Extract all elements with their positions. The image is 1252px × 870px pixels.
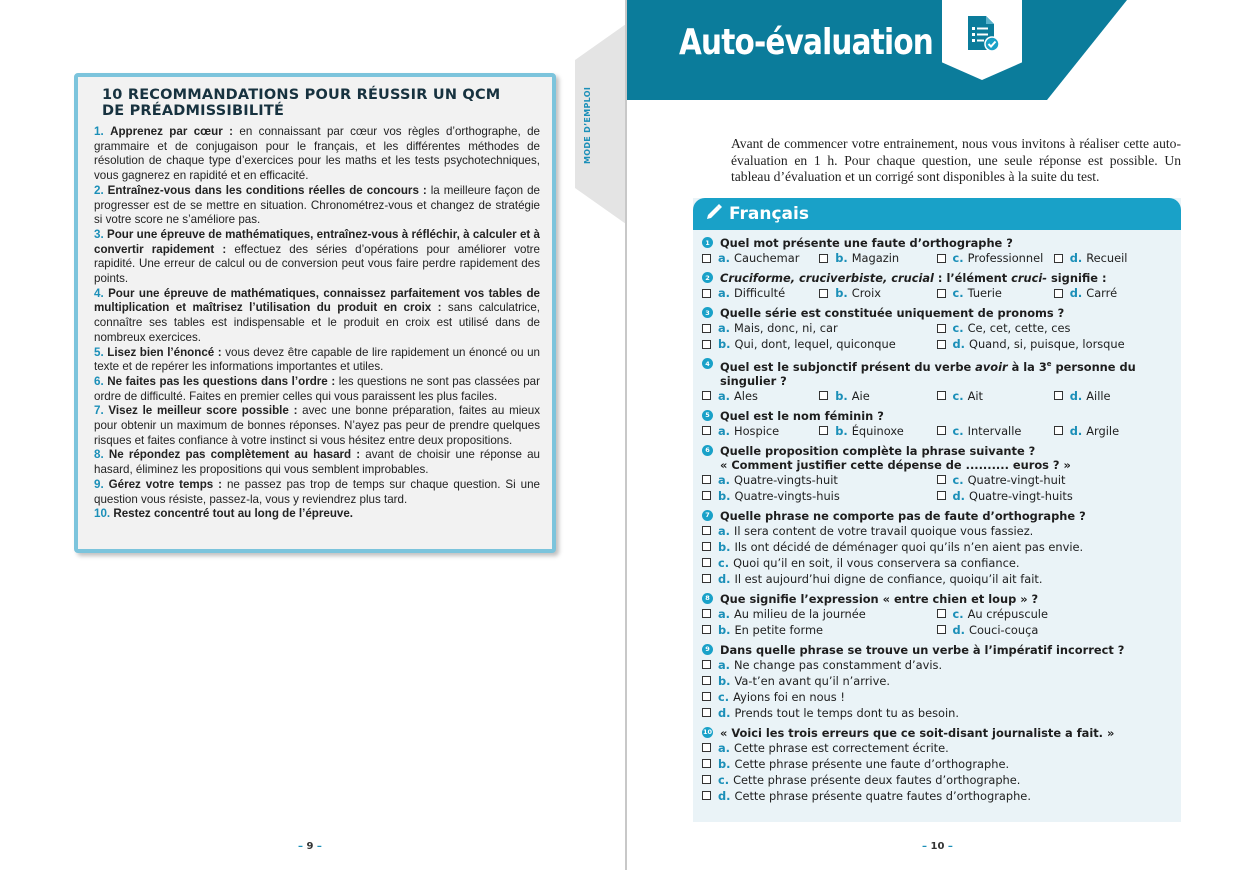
recommendation-number: 9.	[94, 477, 104, 491]
option-letter: b.	[718, 539, 731, 554]
question-text: Dans quelle phrase se trouve un verbe à l’impératif incorrect ?	[720, 642, 1125, 657]
option-text: Difficulté	[734, 286, 786, 300]
option-10d[interactable]	[702, 788, 1171, 804]
option-letter: a.	[718, 472, 731, 487]
option-text: Au crépuscule	[967, 606, 1048, 621]
question-5	[702, 409, 1171, 439]
option-4c[interactable]	[937, 388, 1054, 404]
checkbox[interactable]	[1054, 391, 1063, 400]
option-6a[interactable]	[702, 472, 937, 488]
option-2b[interactable]	[819, 285, 936, 301]
option-letter: c.	[718, 689, 730, 704]
option-8c[interactable]	[937, 606, 1172, 622]
option-text: Argile	[1086, 423, 1120, 438]
option-letter: b.	[835, 251, 848, 265]
option-letter: d.	[952, 488, 965, 503]
recommendations-list	[94, 125, 540, 522]
checkbox[interactable]	[702, 775, 711, 784]
intro-paragraph: Avant de commencer votre entrainement, nous vous invitons à réaliser cette auto-évaluation en 1 h. Pour chaque question, une seule réponse est possible. Un tableau d’évaluation et un corrigé sont disponibles à la suite du test.	[731, 136, 1181, 184]
question-number: 1	[702, 237, 713, 248]
options-row	[702, 673, 1171, 689]
option-text: Qui, dont, lequel, quiconque	[734, 337, 896, 351]
option-letter: c.	[952, 606, 964, 621]
question-text-b: à la 3	[1007, 359, 1047, 374]
option-letter: d.	[718, 571, 731, 586]
option-text: Ales	[734, 388, 758, 403]
option-8d[interactable]	[937, 622, 1172, 638]
option-7a[interactable]	[702, 523, 1171, 539]
checkbox[interactable]	[702, 254, 711, 263]
option-letter: c.	[952, 286, 964, 300]
question-text-c: personne du singulier ?	[720, 359, 1136, 388]
question-text-italic: Cruciforme, cruciverbiste, crucial	[720, 271, 934, 285]
question-number: 3	[702, 307, 713, 318]
option-7d[interactable]	[702, 571, 1171, 587]
recommendation-text: sans calculatrice, connaître ses tables est indispensable et le produit en croix est utilisé dans de nombreux exercices.	[94, 301, 540, 344]
question-text-italic: avoir	[975, 359, 1008, 374]
checkbox[interactable]	[702, 660, 711, 669]
recommendation-heading: Lisez bien l’énoncé :	[107, 345, 222, 359]
recommendation-number: 3.	[94, 227, 104, 241]
option-letter: b.	[835, 286, 848, 300]
option-9a[interactable]	[702, 657, 1171, 673]
option-text: Cette phrase présente deux fautes d’orthographe.	[733, 772, 1021, 787]
checkbox[interactable]	[702, 324, 711, 333]
recommendation-number: 7.	[94, 404, 104, 418]
checklist-document-icon-svg	[962, 14, 1002, 54]
option-letter: a.	[718, 286, 731, 300]
question-number: 2	[702, 272, 713, 283]
checkbox[interactable]	[702, 526, 711, 535]
recommendation-item	[94, 404, 540, 448]
option-2c[interactable]	[937, 285, 1054, 301]
checkbox[interactable]	[702, 791, 711, 800]
option-letter: c.	[952, 388, 964, 403]
option-9c[interactable]	[702, 689, 1171, 705]
option-text: Quatre-vingt-huits	[968, 488, 1073, 503]
options-row	[702, 740, 1171, 756]
recommendation-heading: Restez concentré tout au long de l’épreuve.	[113, 507, 354, 521]
checkbox[interactable]	[702, 708, 711, 717]
option-1d[interactable]	[1054, 250, 1171, 266]
checkbox[interactable]	[702, 475, 711, 484]
question-7	[702, 509, 1171, 587]
recommendation-text: avant de choisir une réponse au hasard, éliminez les propositions qui vous semblent improbables.	[94, 448, 540, 477]
option-7b[interactable]	[702, 539, 1171, 555]
checkbox[interactable]	[702, 542, 711, 551]
option-text: Quand, si, puisque, lorsque	[968, 337, 1125, 351]
recommendation-heading: Gérez votre temps :	[108, 477, 223, 491]
question-text	[720, 357, 1171, 388]
option-4b[interactable]	[819, 388, 936, 404]
question-text: Que signifie l’expression « entre chien et loup » ?	[720, 591, 1039, 606]
question-8	[702, 592, 1171, 638]
option-text: Ils ont décidé de déménager quoi qu’ils n’en aient pas envie.	[734, 539, 1084, 554]
option-text: Va-t’en avant qu’il n’arrive.	[734, 673, 890, 688]
options-row	[702, 488, 1171, 504]
option-text: Aie	[851, 388, 870, 403]
option-1a[interactable]	[702, 250, 819, 266]
question-text	[720, 271, 1107, 285]
option-4a[interactable]	[702, 388, 819, 404]
option-1b[interactable]	[819, 250, 936, 266]
question-text: Quelle série est constituée uniquement de pronoms ?	[720, 306, 1065, 320]
option-letter: d.	[1069, 251, 1083, 265]
option-letter: b.	[718, 337, 731, 351]
options-row	[702, 571, 1171, 587]
option-2a[interactable]	[702, 285, 819, 301]
checkbox[interactable]	[819, 254, 828, 263]
option-text: Couci-couça	[968, 622, 1039, 637]
recommendations-title	[102, 87, 540, 119]
question-title	[702, 236, 1171, 250]
option-text: Prends tout le temps dont tu as besoin.	[734, 705, 959, 720]
checkbox[interactable]	[1054, 426, 1063, 435]
checkbox[interactable]	[937, 609, 946, 618]
option-letter: d.	[952, 337, 965, 351]
option-5a[interactable]	[702, 423, 819, 439]
option-letter: d.	[1069, 388, 1083, 403]
checkbox[interactable]	[702, 574, 711, 583]
option-text: Équinoxe	[851, 423, 904, 438]
option-text: Professionnel	[967, 251, 1044, 265]
question-4	[702, 357, 1171, 404]
option-text: Ne change pas constamment d’avis.	[734, 657, 943, 672]
question-text: Quel est le nom féminin ?	[720, 408, 884, 423]
option-text: En petite forme	[734, 622, 824, 637]
recommendation-item	[94, 125, 540, 184]
checkbox[interactable]	[702, 426, 711, 435]
option-letter: c.	[952, 472, 964, 487]
checkbox[interactable]	[937, 391, 946, 400]
option-text: Ce, cet, cette, ces	[967, 321, 1071, 335]
option-letter: c.	[718, 555, 730, 570]
options-row	[702, 772, 1171, 788]
option-letter: c.	[952, 321, 964, 335]
option-10a[interactable]	[702, 740, 1171, 756]
option-4d[interactable]	[1054, 388, 1171, 404]
checkbox[interactable]	[937, 324, 946, 333]
option-6c[interactable]	[937, 472, 1172, 488]
option-text: Il sera content de votre travail quoique vous fassiez.	[734, 523, 1034, 538]
options-row	[702, 705, 1171, 721]
option-text: Recueil	[1086, 251, 1128, 265]
checkbox[interactable]	[702, 289, 711, 298]
recommendations-box	[74, 73, 556, 553]
recommendation-item	[94, 375, 540, 404]
checkbox[interactable]	[702, 558, 711, 567]
option-letter: b.	[718, 488, 731, 503]
option-letter: a.	[718, 251, 731, 265]
option-letter: b.	[718, 622, 731, 637]
recommendation-heading: Ne répondez pas complètement au hasard :	[108, 448, 361, 462]
checkbox[interactable]	[819, 289, 828, 298]
page-number-value: 10	[930, 841, 945, 852]
checkbox[interactable]	[819, 391, 828, 400]
options-row	[702, 689, 1171, 705]
option-letter: a.	[718, 523, 731, 538]
option-text: Cauchemar	[734, 251, 800, 265]
option-9b[interactable]	[702, 673, 1171, 689]
side-tab-label: MODE D’EMPLOI	[583, 86, 592, 164]
page-gutter	[625, 0, 627, 870]
question-text: Quel mot présente une faute d’orthographe ?	[720, 236, 1013, 250]
question-title	[702, 444, 1171, 472]
page-title: Auto-évaluation	[679, 22, 933, 63]
option-text: Tuerie	[967, 286, 1002, 300]
options-row	[702, 657, 1171, 673]
question-3	[702, 306, 1171, 352]
recommendation-number: 4.	[94, 286, 104, 300]
question-9	[702, 643, 1171, 721]
checkbox[interactable]	[937, 289, 946, 298]
recommendation-item	[94, 478, 540, 507]
options-row	[702, 622, 1171, 638]
question-number: 8	[702, 593, 713, 604]
question-title	[702, 357, 1171, 388]
option-letter: a.	[718, 321, 731, 335]
options-row	[702, 285, 1171, 301]
option-text: Quatre-vingt-huit	[967, 472, 1066, 487]
recommendation-heading: Entraînez-vous dans les conditions réelles de concours :	[107, 183, 427, 197]
question-number: 10	[702, 728, 713, 737]
option-text: Hospice	[734, 423, 780, 438]
recommendation-text: la meilleure façon de progresser est de se mettre en situation. Chronométrez-vous et changez de stratégie si votre score ne s’améliore pas.	[94, 183, 540, 227]
question-title	[702, 643, 1171, 657]
option-3d[interactable]	[937, 336, 1172, 352]
option-text: Quatre-vingts-huis	[734, 488, 840, 503]
recommendation-number: 10.	[94, 507, 111, 521]
option-text: Cette phrase présente une faute d’orthographe.	[734, 756, 1010, 771]
recommendation-text: vous devez être capable de lire rapidement un énoncé ou un texte et de repérer les informations importantes et utiles.	[94, 345, 540, 374]
checkbox[interactable]	[937, 340, 946, 349]
option-letter: a.	[718, 657, 731, 672]
recommendation-heading: Ne faites pas les questions dans l’ordre :	[107, 374, 336, 388]
option-letter: b.	[835, 423, 848, 438]
question-number: 9	[702, 644, 713, 655]
option-text: Cette phrase présente quatre fautes d’orthographe.	[734, 788, 1031, 803]
option-9d[interactable]	[702, 705, 1171, 721]
question-text-end: signifie :	[1047, 271, 1107, 285]
recommendation-number: 6.	[94, 374, 104, 388]
options-row	[702, 320, 1171, 336]
checkbox[interactable]	[1054, 289, 1063, 298]
recommendation-number: 8.	[94, 448, 104, 462]
option-2d[interactable]	[1054, 285, 1171, 301]
page-number-left: – 9 –	[298, 841, 322, 852]
option-8a[interactable]	[702, 606, 937, 622]
francais-section	[693, 198, 1181, 822]
option-text: Quoi qu’il en soit, il vous conservera sa confiance.	[733, 555, 1020, 570]
section-title: Français	[729, 204, 809, 224]
recommendation-heading: Pour une épreuve de mathématiques, connaissez parfaitement vos tables de multiplication et maîtrisez l’utilisation du produit en croix :	[94, 286, 540, 315]
question-1	[702, 236, 1171, 266]
question-text: « Voici les trois erreurs que ce soit-disant journaliste a fait. »	[720, 725, 1115, 740]
options-row	[702, 388, 1171, 404]
question-text-a: Quel est le subjonctif présent du verbe	[720, 359, 976, 374]
option-3b[interactable]	[702, 336, 937, 352]
option-letter: a.	[718, 423, 731, 438]
options-row	[702, 788, 1171, 804]
question-title	[702, 592, 1171, 606]
question-number: 7	[702, 510, 713, 521]
option-letter: d.	[1069, 286, 1083, 300]
question-title	[702, 726, 1171, 740]
option-7c[interactable]	[702, 555, 1171, 571]
checkbox[interactable]	[702, 491, 711, 500]
checkbox[interactable]	[702, 692, 711, 701]
option-letter: d.	[952, 622, 965, 637]
option-letter: b.	[718, 673, 731, 688]
recommendation-text: les questions ne sont pas classées par ordre de difficulté. Faites en premier celles qui vous paraissent les plus faciles.	[94, 374, 540, 403]
question-title	[702, 271, 1171, 285]
option-text: Ait	[967, 388, 984, 403]
recommendations-title-line1: 10 RECOMMANDATIONS POUR RÉUSSIR UN QCM	[102, 87, 501, 103]
option-text: Intervalle	[967, 423, 1022, 438]
options-row	[702, 756, 1171, 772]
question-number: 5	[702, 410, 713, 421]
checkbox[interactable]	[937, 475, 946, 484]
option-letter: b.	[835, 388, 848, 403]
question-10	[702, 726, 1171, 804]
option-5c[interactable]	[937, 423, 1054, 439]
question-title	[702, 509, 1171, 523]
checkbox[interactable]	[702, 676, 711, 685]
question-number: 4	[702, 358, 713, 369]
option-letter: c.	[952, 251, 964, 265]
option-6b[interactable]	[702, 488, 937, 504]
recommendation-heading: Pour une épreuve de mathématiques, entraînez-vous à réfléchir, à calculer et à convertir rapidement :	[94, 227, 540, 256]
option-10c[interactable]	[702, 772, 1171, 788]
option-text: Il est aujourd’hui digne de confiance, quoiqu’il ait fait.	[734, 571, 1043, 586]
question-title	[702, 306, 1171, 320]
option-letter: a.	[718, 740, 731, 755]
options-row	[702, 472, 1171, 488]
page-number-value: 9	[306, 841, 314, 852]
pencil-icon	[705, 203, 723, 225]
checkbox[interactable]	[937, 254, 946, 263]
option-text: Croix	[851, 286, 881, 300]
option-letter: b.	[718, 756, 731, 771]
checkbox[interactable]	[702, 743, 711, 752]
recommendation-item	[94, 507, 540, 522]
question-number: 6	[702, 445, 713, 456]
option-text: Cette phrase est correctement écrite.	[734, 740, 949, 755]
option-5d[interactable]	[1054, 423, 1171, 439]
question-text-line2: « Comment justifier cette dépense de .......... euros ? »	[720, 457, 1071, 472]
option-letter: a.	[718, 388, 731, 403]
checkbox[interactable]	[702, 340, 711, 349]
options-row	[702, 523, 1171, 539]
recommendation-heading: Visez le meilleur score possible :	[108, 404, 298, 418]
options-row	[702, 423, 1171, 439]
recommendation-item	[94, 287, 540, 346]
question-text	[720, 444, 1071, 472]
question-title	[702, 409, 1171, 423]
options-row	[702, 539, 1171, 555]
option-6d[interactable]	[937, 488, 1172, 504]
section-header	[693, 198, 1181, 230]
checkbox[interactable]	[702, 609, 711, 618]
option-text: Mais, donc, ni, car	[734, 321, 838, 335]
option-letter: d.	[718, 788, 731, 803]
question-text-line1: Quelle proposition complète la phrase suivante ?	[720, 443, 1036, 458]
option-letter: d.	[1069, 423, 1083, 438]
option-10b[interactable]	[702, 756, 1171, 772]
recommendation-text: effectuez des séries d’opérations pour améliorer votre rapidité. Une erreur de calcul ou de conversion peut vous faire perdre rapidement des points.	[94, 242, 540, 286]
checkbox[interactable]	[937, 625, 946, 634]
option-5b[interactable]	[819, 423, 936, 439]
question-text-sup: e	[1046, 360, 1052, 368]
option-letter: c.	[718, 772, 730, 787]
checkbox[interactable]	[937, 491, 946, 500]
recommendation-item	[94, 448, 540, 477]
recommendation-text: en connaissant par cœur vos règles d’orthographe, de grammaire et de conjugaison pour le français, et les différentes méthodes de résolution de chaque type d’exercices pour les maths et les tests psychotechniques, vous gagnerez en rapidité et en efficacité.	[94, 125, 540, 183]
recommendation-text: avec une bonne préparation, faites au mieux pour obtenir un maximum de bonnes réponses. N’ayez pas peur de prendre quelques risques et faites confiance à votre instinct si vous hésitez entre deux propositions.	[94, 404, 540, 447]
options-row	[702, 555, 1171, 571]
question-6	[702, 444, 1171, 504]
option-1c[interactable]	[937, 250, 1054, 266]
recommendation-item	[94, 346, 540, 375]
question-text-mid: : l’élément	[933, 271, 1012, 285]
option-3c[interactable]	[937, 320, 1172, 336]
option-letter: d.	[718, 705, 731, 720]
option-text: Quatre-vingts-huit	[734, 472, 838, 487]
recommendation-text: ne passez pas trop de temps sur chaque question. Si une question vous résiste, passez-la, vous y reviendrez plus tard.	[94, 477, 540, 506]
option-text: Aille	[1086, 388, 1111, 403]
question-text-italic2: cruci-	[1011, 271, 1048, 285]
question-text: Quelle phrase ne comporte pas de faute d’orthographe ?	[720, 508, 1086, 523]
options-row	[702, 336, 1171, 352]
option-text: Carré	[1086, 286, 1118, 300]
option-3a[interactable]	[702, 320, 937, 336]
checkbox[interactable]	[819, 426, 828, 435]
option-letter: c.	[952, 423, 964, 438]
recommendation-item	[94, 184, 540, 228]
recommendation-item	[94, 228, 540, 287]
recommendation-number: 5.	[94, 345, 104, 359]
checkbox[interactable]	[702, 625, 711, 634]
checkbox[interactable]	[702, 391, 711, 400]
option-text: Au milieu de la journée	[734, 606, 866, 621]
option-text: Magazin	[851, 251, 900, 265]
recommendation-number: 1.	[94, 125, 104, 138]
page-number-right: – 10 –	[922, 841, 953, 852]
recommendation-heading: Apprenez par cœur :	[110, 125, 233, 138]
recommendation-number: 2.	[94, 183, 104, 197]
questions-list	[693, 230, 1181, 804]
option-letter: a.	[718, 606, 731, 621]
options-row	[702, 250, 1171, 266]
options-row	[702, 606, 1171, 622]
checkbox[interactable]	[1054, 254, 1063, 263]
question-2	[702, 271, 1171, 301]
option-text: Ayions foi en nous !	[733, 689, 845, 704]
checkbox[interactable]	[937, 426, 946, 435]
checkbox[interactable]	[702, 759, 711, 768]
recommendations-title-line2: DE PRÉADMISSIBILITÉ	[102, 103, 285, 119]
option-8b[interactable]	[702, 622, 937, 638]
